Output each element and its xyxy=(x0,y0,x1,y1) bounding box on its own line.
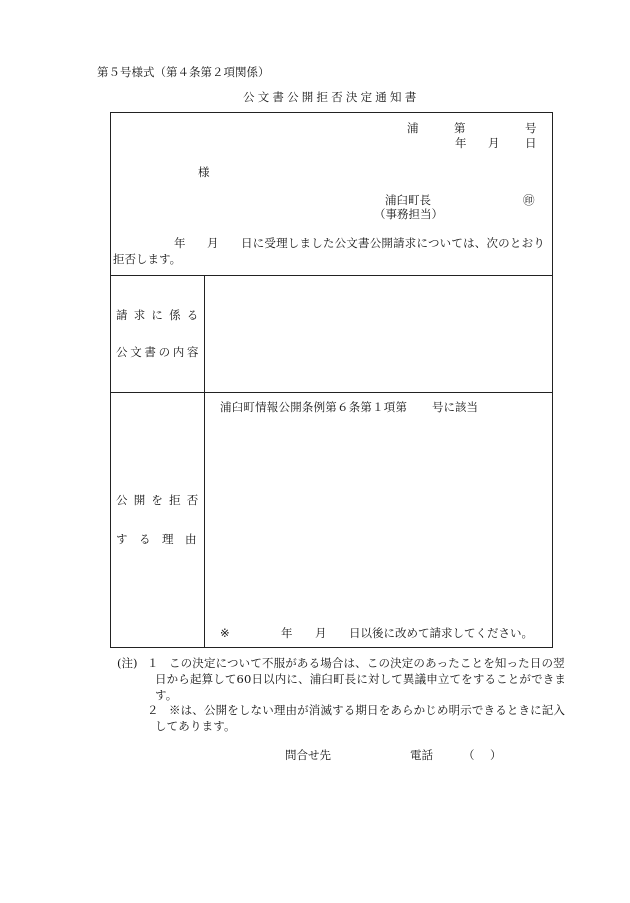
note-line: ※は、公開をしない理由が消滅する期日をあらかじめ明示できるときに記入 xyxy=(169,703,566,717)
body-text-line-1: 日に受理しました公文書公開請求については、次のとおり xyxy=(241,236,545,250)
phone-paren-open: （ xyxy=(463,748,475,762)
date-day: 日 xyxy=(525,136,537,150)
document-title: 公文書公開拒否決定通知書 xyxy=(243,90,420,104)
form-number: 第５号様式（第４条第２項関係） xyxy=(97,65,270,79)
retry-year: 年 xyxy=(281,626,293,640)
ref-town: 浦 xyxy=(407,121,419,135)
reason-label-line-1: 公開を拒否 xyxy=(116,493,205,507)
body-year: 年 xyxy=(174,236,186,250)
contact-label: 問合せ先 xyxy=(285,748,331,762)
content-label-line-2: 公文書の内容 xyxy=(116,345,202,359)
form-frame xyxy=(110,112,553,648)
phone-paren-close: ） xyxy=(490,748,502,762)
phone-label: 電話 xyxy=(410,748,433,762)
body-month: 月 xyxy=(207,236,219,250)
column-divider xyxy=(204,275,205,648)
date-year: 年 xyxy=(455,136,467,150)
staff-label: （事務担当） xyxy=(374,207,443,221)
ref-number-suffix: 号 xyxy=(525,121,537,135)
note-line: す。 xyxy=(155,688,178,702)
note-number: １ xyxy=(147,656,159,670)
row-divider-top xyxy=(110,275,553,276)
notes-label: (注) xyxy=(117,656,138,670)
body-text-line-2: 拒否します。 xyxy=(113,252,182,266)
retry-text: 日以後に改めて請求してください。 xyxy=(349,626,533,640)
addressee-honorific: 様 xyxy=(198,165,210,179)
reason-clause-prefix: 浦臼町情報公開条例第６条第１項第 xyxy=(220,400,408,414)
row-divider-bottom xyxy=(110,392,553,393)
content-label-line-1: 請求に係る xyxy=(116,308,205,322)
sender-name: 浦臼町長 xyxy=(385,193,431,207)
note-line: してあります。 xyxy=(155,719,236,733)
note-number: ２ xyxy=(147,703,159,717)
ref-number-label: 第 xyxy=(454,121,466,135)
reason-clause-suffix: 号に該当 xyxy=(432,400,478,414)
note-line: 日から起算して60日以内に、浦臼町長に対して異議申立てをすることができま xyxy=(155,672,567,686)
seal-mark: ㊞ xyxy=(523,193,535,207)
date-month: 月 xyxy=(488,136,500,150)
note-line: この決定について不服がある場合は、この決定のあったことを知った日の翌 xyxy=(169,656,565,670)
retry-month: 月 xyxy=(315,626,327,640)
retry-mark: ※ xyxy=(220,626,230,640)
reason-label-line-2: する理由 xyxy=(116,532,208,546)
